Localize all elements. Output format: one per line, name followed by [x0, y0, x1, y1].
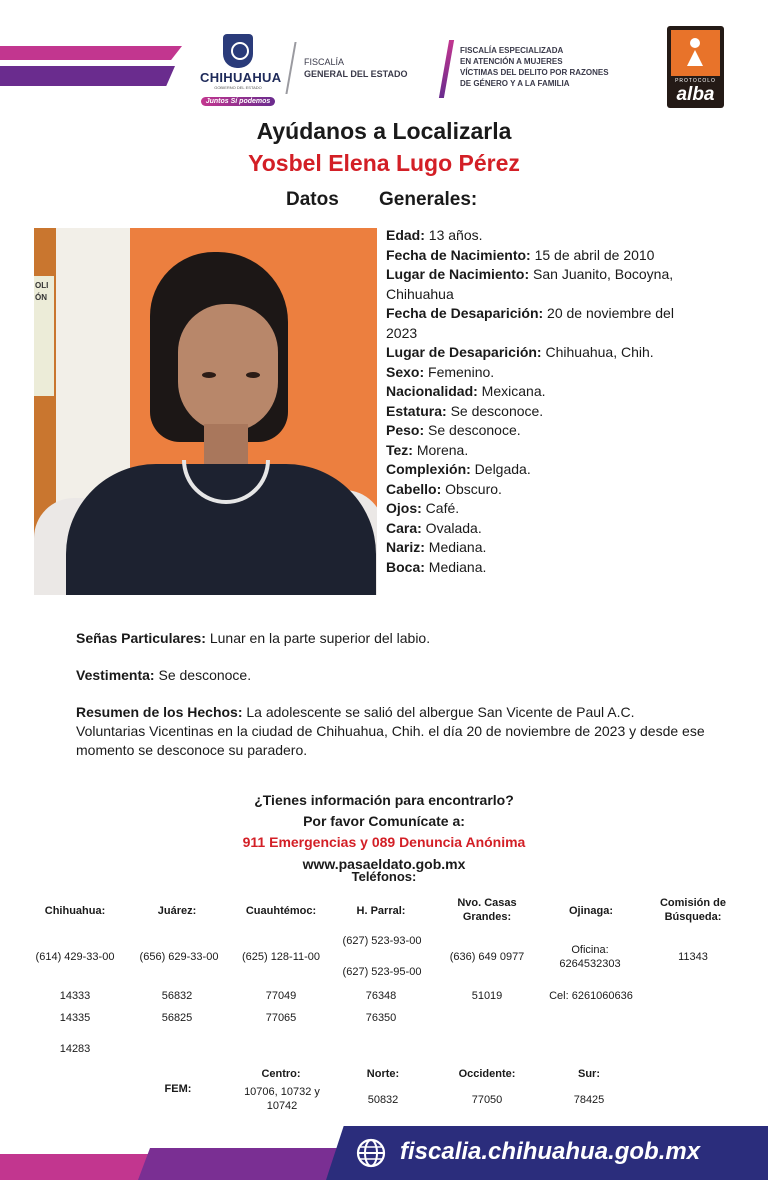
phone-header: Chihuahua:: [44, 905, 106, 917]
fem-accent-bar: [439, 40, 454, 98]
phone-ext[interactable]: 76348: [365, 990, 397, 1002]
fem-ext[interactable]: 10706, 10732 y 10742: [244, 1086, 320, 1112]
logo-chihuahua-word: CHIHUAHUA: [200, 70, 282, 85]
protocolo-alba-logo: [667, 26, 724, 108]
detail-fecha-nacimiento: Fecha de Nacimiento: 15 de abril de 2010: [386, 246, 655, 263]
fem-label: FEM:: [164, 1083, 192, 1095]
phone-cel[interactable]: Cel: 6261060636: [549, 990, 633, 1002]
detail-nacionalidad: Nacionalidad: Mexicana.: [386, 383, 546, 399]
detail-peso: Peso: Se desconoce.: [386, 422, 521, 438]
fem-header: Centro:: [261, 1068, 301, 1080]
footer-stripe-purple: [138, 1148, 338, 1180]
detail-nariz: Nariz: Mediana.: [386, 539, 487, 555]
detail-lugar-nacimiento: Lugar de Nacimiento: San Juanito, Bocoyna, Chihuahua: [386, 266, 674, 302]
missing-person-photo: [34, 228, 377, 595]
detail-boca: Boca: Mediana.: [386, 558, 487, 575]
header-stripe-pink: [0, 46, 182, 60]
datos-heading: Datos: [286, 189, 339, 210]
fiscalia-general-logo: [304, 56, 408, 80]
phone-ext[interactable]: 14283: [59, 1043, 91, 1055]
globe-icon: [356, 1138, 386, 1168]
phone-ext[interactable]: 76350: [365, 1012, 397, 1024]
phone-number[interactable]: (656) 629-33-00: [139, 951, 219, 963]
phone-number[interactable]: Oficina: 6264532303: [559, 944, 621, 970]
shield-icon: [223, 34, 253, 68]
alba-small-label: PROTOCOLO: [675, 78, 716, 84]
please-contact: Por favor Comunícate a:: [303, 813, 465, 829]
fem-header: Occidente:: [458, 1068, 516, 1080]
phone-number[interactable]: (636) 649 0977: [449, 951, 525, 963]
resumen-hechos: Resumen de los Hechos: La adolescente se salió del albergue San Vicente de Paul A.C. Voluntarias Vicentinas en la ciudad de Chihuahua, Chih. el día 20 de noviembre de 2023 y desde ese momento se desconoce su paradero.: [76, 704, 705, 758]
detail-lugar-desaparicion: Lugar de Desaparición: Chihuahua, Chih.: [386, 344, 654, 360]
fem-ext[interactable]: 50832: [367, 1094, 399, 1106]
person-icon: [685, 38, 705, 68]
phone-ext[interactable]: 56832: [161, 990, 193, 1002]
info-question: ¿Tienes información para encontrarlo?: [254, 792, 514, 808]
header-divider: [285, 42, 296, 94]
fem-ext[interactable]: 77050: [471, 1094, 503, 1106]
fge-line2: GENERAL DEL ESTADO: [304, 69, 408, 79]
phone-header: Juárez:: [157, 905, 197, 917]
phone-ext[interactable]: 77065: [265, 1012, 297, 1024]
tip-website[interactable]: www.pasaeldato.gob.mx: [302, 856, 466, 872]
fem-header: Sur:: [578, 1068, 600, 1080]
detail-fecha-desaparicion: Fecha de Desaparición: 20 de noviembre del 2023: [386, 305, 674, 341]
detail-estatura: Estatura: Se desconoce.: [386, 402, 544, 419]
phones-title: Teléfonos:: [351, 869, 417, 884]
footer-website[interactable]: fiscalia.chihuahua.gob.mx: [400, 1138, 701, 1165]
phone-number[interactable]: (614) 429-33-00: [35, 951, 115, 963]
photo-background-sign: OLI ÓN: [34, 276, 54, 396]
fem-header: Norte:: [366, 1068, 400, 1080]
detail-cara: Cara: Ovalada.: [386, 519, 482, 536]
phone-number[interactable]: (627) 523-93-00: [342, 935, 422, 947]
fiscalia-especializada-logo: [460, 45, 609, 89]
help-title: Ayúdanos a Localizarla: [256, 118, 512, 144]
phone-header: Comisión de Búsqueda:: [659, 897, 726, 923]
emergency-numbers: 911 Emergencias y 089 Denuncia Anónima: [242, 834, 526, 850]
fem-line2: EN ATENCIÓN A MUJERES: [460, 57, 563, 66]
chihuahua-government-logo: [200, 34, 282, 108]
logo-slogan: Juntos Sí podemos: [201, 97, 276, 106]
fem-ext[interactable]: 78425: [573, 1094, 605, 1106]
detail-complexion: Complexión: Delgada.: [386, 461, 531, 477]
detail-sexo: Sexo: Femenino.: [386, 363, 495, 380]
vestimenta: Vestimenta: Se desconoce.: [76, 667, 252, 683]
detail-edad: Edad: 13 años.: [386, 227, 483, 243]
detail-tez: Tez: Morena.: [386, 441, 469, 458]
generales-heading: Generales:: [379, 189, 478, 210]
phone-ext[interactable]: 77049: [265, 990, 297, 1002]
phone-header: H. Parral:: [356, 905, 406, 917]
phone-header: Ojinaga:: [568, 905, 613, 917]
phone-number[interactable]: (627) 523-95-00: [342, 966, 422, 978]
fge-line1: FISCALÍA: [304, 57, 345, 67]
missing-person-name: Yosbel Elena Lugo Pérez: [248, 150, 520, 176]
phone-header: Cuauhtémoc:: [245, 905, 317, 917]
phone-ext[interactable]: 51019: [471, 990, 503, 1002]
general-data-list: [386, 226, 746, 577]
phone-ext[interactable]: 56825: [161, 1012, 193, 1024]
fem-line1: FISCALÍA ESPECIALIZADA: [460, 46, 564, 55]
detail-ojos: Ojos: Café.: [386, 500, 460, 516]
phone-number[interactable]: 11343: [678, 951, 708, 963]
header-stripe-purple: [0, 66, 175, 86]
fem-line4: DE GÉNERO Y A LA FAMILIA: [460, 79, 570, 88]
fem-line3: VÍCTIMAS DEL DELITO POR RAZONES: [460, 68, 609, 77]
alba-word: alba: [676, 84, 715, 105]
phone-number[interactable]: (625) 128-11-00: [241, 951, 321, 963]
detail-cabello: Cabello: Obscuro.: [386, 480, 502, 497]
logo-chihuahua-sub: GOBIERNO DEL ESTADO: [214, 85, 262, 90]
phone-ext[interactable]: 14333: [59, 990, 91, 1002]
senas-particulares: Señas Particulares: Lunar en la parte superior del labio.: [76, 630, 431, 646]
phone-ext[interactable]: 14335: [59, 1012, 91, 1024]
phone-header: Nvo. Casas Grandes:: [457, 897, 517, 923]
